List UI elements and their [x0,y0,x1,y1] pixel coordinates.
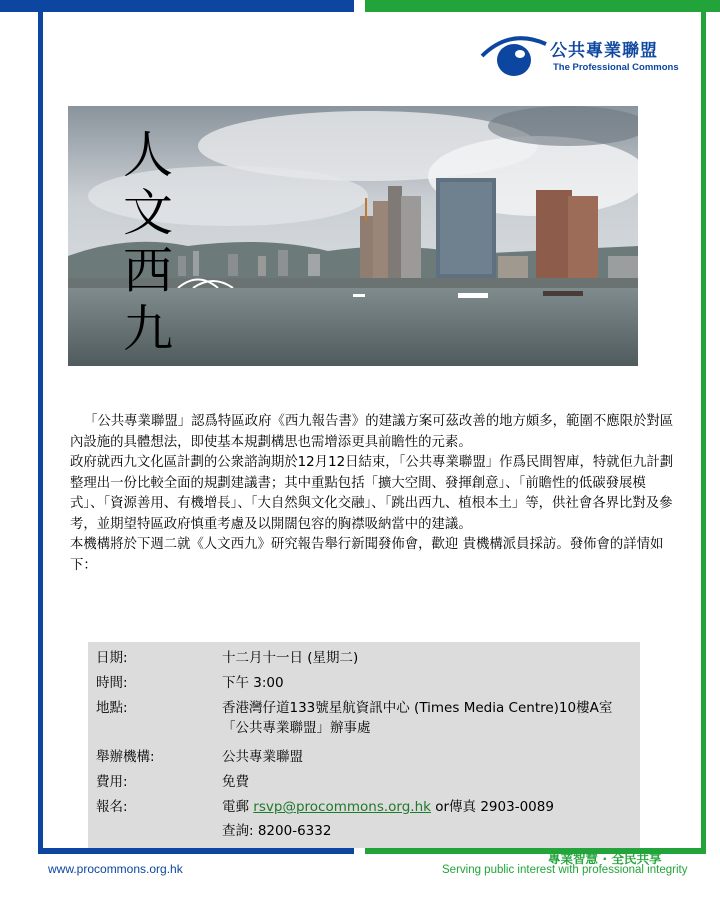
footer-slogan-english: Serving public interest with professional integrity [442,864,688,876]
register-value [222,797,637,817]
body-paragraph-2: 政府就西九文化區計劃的公衆諮詢期於12月12日結束，「公共專業聯盟」作爲民間智庫，特就佢九計劃整理出一份比較全面的規劃建議書；其中重點包括「擴大空間、發揮創意」、「前瞻性的低碳發展模式」、「資源善用、有機增長」、「大自然與文化交融」、「跳出西九、植根本土」等，供社會各界比對及參考，並期望特區政府慎重考慮及以開闊包容的胸襟吸納當中的建議。 [70,455,674,532]
rsvp-email-link[interactable]: rsvp@procommons.org.hk [253,799,431,815]
logo-name-chinese: 公共專業聯盟 [550,41,658,61]
venue-label: 地點: [96,700,128,716]
register-suffix: or傳真 2903-0089 [430,799,554,815]
register-label: 報名: [96,799,128,815]
harbour-photo [68,106,638,366]
venue-value: 香港灣仔道133號星航資訊中心 (Times Media Centre)10樓A室「公共專業聯盟」辦事處 [222,700,613,736]
time-label: 時間: [96,675,128,691]
date-label: 日期: [96,650,128,666]
enquiry-value: 查詢: 8200-6332 [222,823,332,839]
body-paragraph-3: 本機構將於下週二就《人文西九》研究報告舉行新聞發佈會，歡迎 貴機構派員採訪。發佈會的詳情如下： [70,537,664,573]
date-value: 十二月十一日 (星期二) [222,650,359,666]
top-border-blue [0,0,354,12]
right-border [701,12,706,854]
fee-label: 費用: [96,774,128,790]
organizer-value: 公共專業聯盟 [222,749,303,765]
top-border-green [365,0,720,12]
eye-logo-icon [480,34,550,78]
logo-name-english: The Professional Commons [553,62,679,73]
organization-logo [480,32,685,80]
press-release-body [70,412,676,576]
bottom-border-blue [38,848,354,854]
left-border [38,12,43,854]
photo-title: 人文西九 [123,126,173,358]
footer-slogan-chinese: 專業智慧 · 全民共享 [548,851,662,866]
body-paragraph-1: 「公共專業聯盟」認爲特區政府《西九報告書》的建議方案可茲改善的地方頗多，範圍不應限於對區內設施的具體想法，即使基本規劃構思也需增添更具前瞻性的元素。 [70,414,674,450]
organizer-label: 舉辦機構: [96,749,155,765]
fee-value: 免費 [222,774,249,790]
time-value: 下午 3:00 [222,675,284,691]
event-details-box [88,642,640,848]
register-prefix: 電郵 [222,799,254,815]
footer-website-link[interactable]: www.procommons.org.hk [48,862,183,876]
